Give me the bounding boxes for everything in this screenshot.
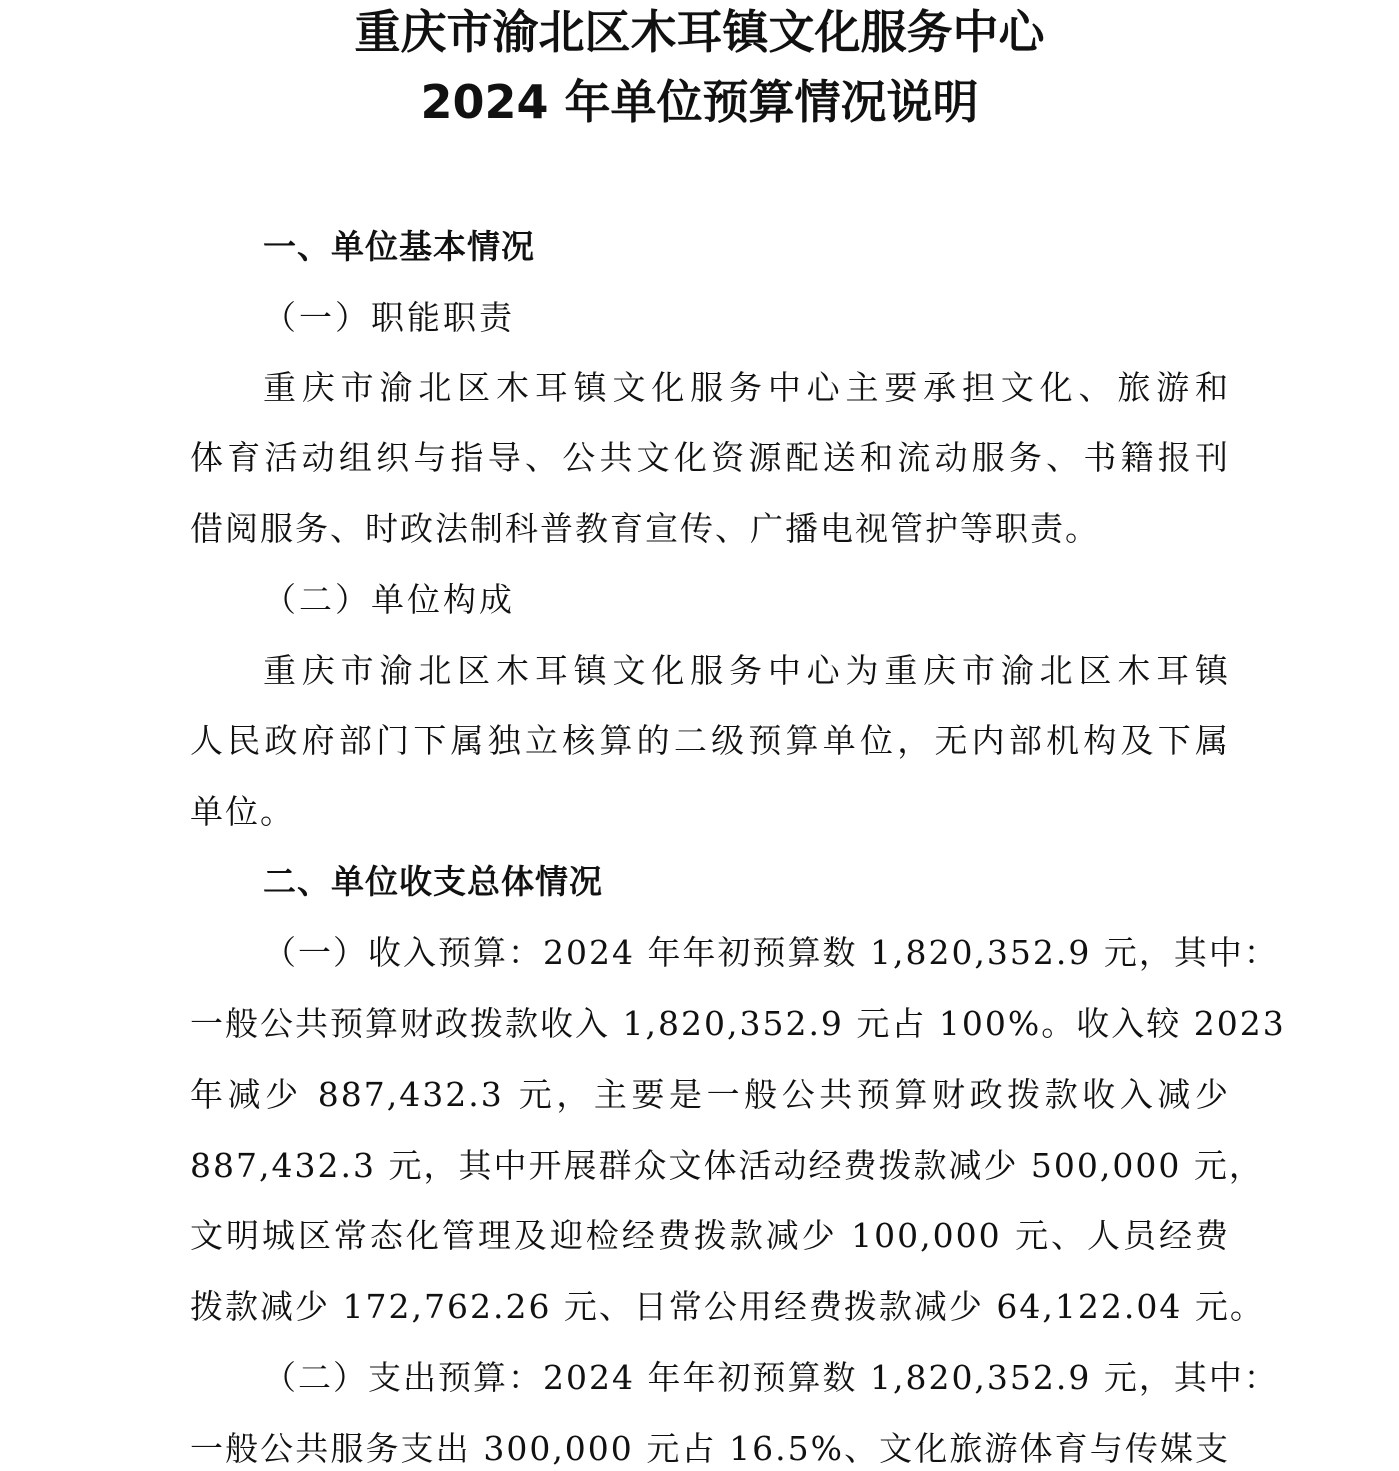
section-1-sub-2-heading: （二）单位构成	[263, 580, 515, 619]
section-1-sub-1-heading: （一）职能职责	[263, 298, 515, 337]
paragraph-line: 重庆市渝北区木耳镇文化服务中心主要承担文化、旅游和	[263, 368, 1230, 407]
expense-first-line	[263, 1356, 1279, 1400]
paragraph-line: 体育活动组织与指导、公共文化资源配送和流动服务、书籍报刊	[190, 438, 1230, 477]
paragraph-line: 拨款减少 172,762.26 元、日常公用经费拨款减少 64,122.04 元。	[190, 1287, 1265, 1326]
paragraph-line: 文明城区常态化管理及迎检经费拨款减少 100,000 元、人员经费	[190, 1216, 1230, 1255]
paragraph-line: 人民政府部门下属独立核算的二级预算单位，无内部机构及下属	[190, 721, 1230, 760]
section-2-heading: 二、单位收支总体情况	[263, 862, 603, 901]
document-title-line-1: 重庆市渝北区木耳镇文化服务中心	[354, 5, 1045, 59]
paragraph-line: 单位。	[190, 792, 295, 831]
paragraph-line: 887,432.3 元，其中开展群众文体活动经费拨款减少 500,000 元，	[190, 1146, 1264, 1185]
paragraph-line: 年减少 887,432.3 元，主要是一般公共预算财政拨款收入减少	[190, 1075, 1230, 1114]
paragraph-line: 一般公共预算财政拨款收入 1,820,352.9 元占 100%。收入较 2023	[190, 1004, 1286, 1043]
paragraph-line: 重庆市渝北区木耳镇文化服务中心为重庆市渝北区木耳镇	[263, 651, 1230, 690]
paragraph-line: 一般公共服务支出 300,000 元占 16.5%、文化旅游体育与传媒支	[190, 1429, 1230, 1468]
income-first-line	[263, 931, 1279, 975]
income-lead: （一）收入预算：	[263, 933, 543, 972]
income-first-line-text: 2024 年年初预算数 1,820,352.9 元，其中：	[543, 933, 1279, 972]
expense-first-line-text: 2024 年年初预算数 1,820,352.9 元，其中：	[543, 1358, 1279, 1397]
section-1-heading: 一、单位基本情况	[263, 227, 535, 266]
expense-lead: （二）支出预算：	[263, 1358, 543, 1397]
document-title-line-2: 2024 年单位预算情况说明	[420, 75, 979, 129]
paragraph-line: 借阅服务、时政法制科普教育宣传、广播电视管护等职责。	[190, 509, 1100, 548]
